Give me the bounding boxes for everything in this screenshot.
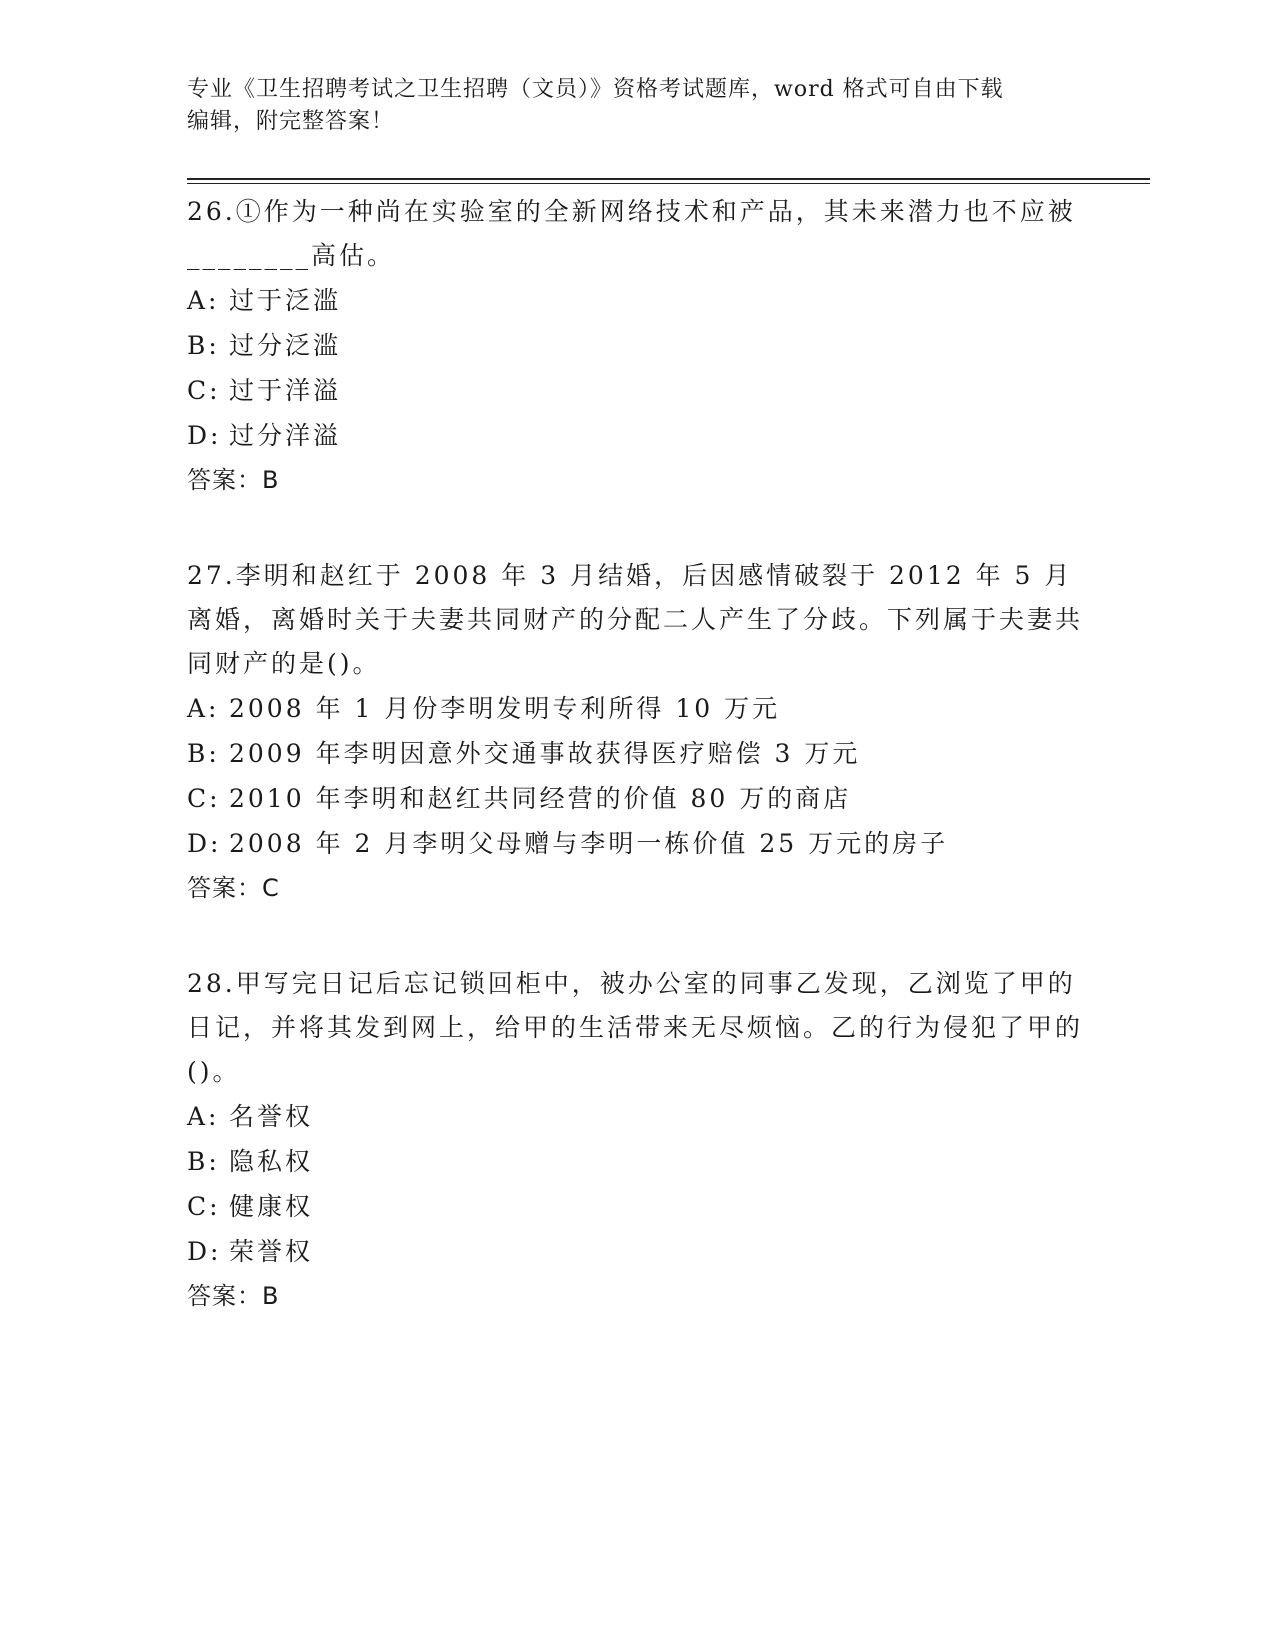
option-text: 荣誉权 (229, 1237, 314, 1266)
option-text: 2008 年 1 月份李明发明专利所得 10 万元 (229, 694, 781, 723)
option-a (187, 686, 1087, 731)
option-text: 过分洋溢 (229, 421, 342, 450)
question-26 (187, 190, 1087, 502)
question-stem: 28.甲写完日记后忘记锁回柜中，被办公室的同事乙发现，乙浏览了甲的日记，并将其发到网上，给甲的生活带来无尽烦恼。乙的行为侵犯了甲的()。 (187, 969, 1084, 1086)
header-line-1: 专业《卫生招聘考试之卫生招聘（文员）》资格考试题库，word 格式可自由下载 (187, 77, 1004, 102)
option-text: 过于泛滥 (229, 286, 342, 315)
option-d (187, 1229, 1087, 1274)
option-text: 过分泛滥 (229, 331, 342, 360)
option-text: 2008 年 2 月李明父母赠与李明一栋价值 25 万元的房子 (229, 829, 949, 858)
option-text: 2010 年李明和赵红共同经营的价值 80 万的商店 (229, 784, 852, 813)
question-27 (187, 554, 1087, 910)
document-header (187, 74, 1087, 138)
option-letter: B: (187, 331, 220, 360)
header-divider-thick (187, 178, 1150, 180)
option-letter: D: (187, 1237, 222, 1266)
option-d (187, 821, 1087, 866)
option-letter: A: (187, 286, 220, 315)
option-letter: D: (187, 421, 222, 450)
option-letter: D: (187, 829, 222, 858)
header-line-2: 编辑，附完整答案！ (187, 109, 395, 134)
option-d (187, 413, 1087, 458)
option-b (187, 323, 1087, 368)
option-b (187, 731, 1087, 776)
option-c (187, 368, 1087, 413)
option-c (187, 1184, 1087, 1229)
question-stem: 27.李明和赵红于 2008 年 3 月结婚，后因感情破裂于 2012 年 5 月离婚，离婚时关于夫妻共同财产的分配二人产生了分歧。下列属于夫妻共同财产的是()。 (187, 561, 1084, 678)
option-b (187, 1139, 1087, 1184)
option-a (187, 278, 1087, 323)
option-letter: A: (187, 694, 220, 723)
option-letter: B: (187, 1147, 220, 1176)
option-text: 名誉权 (229, 1102, 314, 1131)
question-list (187, 190, 1087, 1370)
answer-line: 答案：B (187, 1282, 280, 1310)
question-stem: 26.①作为一种尚在实验室的全新网络技术和产品，其未来潜力也不应被________高估。 (187, 197, 1076, 270)
option-letter: A: (187, 1102, 220, 1131)
header-divider-thin (187, 183, 1150, 184)
option-text: 健康权 (229, 1192, 314, 1221)
option-letter: C: (187, 376, 221, 405)
answer-line: 答案：B (187, 466, 280, 494)
option-text: 隐私权 (229, 1147, 314, 1176)
question-28 (187, 962, 1087, 1318)
option-letter: C: (187, 784, 221, 813)
option-letter: C: (187, 1192, 221, 1221)
answer-line: 答案：C (187, 874, 280, 902)
option-letter: B: (187, 739, 220, 768)
option-c (187, 776, 1087, 821)
option-a (187, 1094, 1087, 1139)
option-text: 过于洋溢 (229, 376, 342, 405)
option-text: 2009 年李明因意外交通事故获得医疗赔偿 3 万元 (229, 739, 861, 768)
